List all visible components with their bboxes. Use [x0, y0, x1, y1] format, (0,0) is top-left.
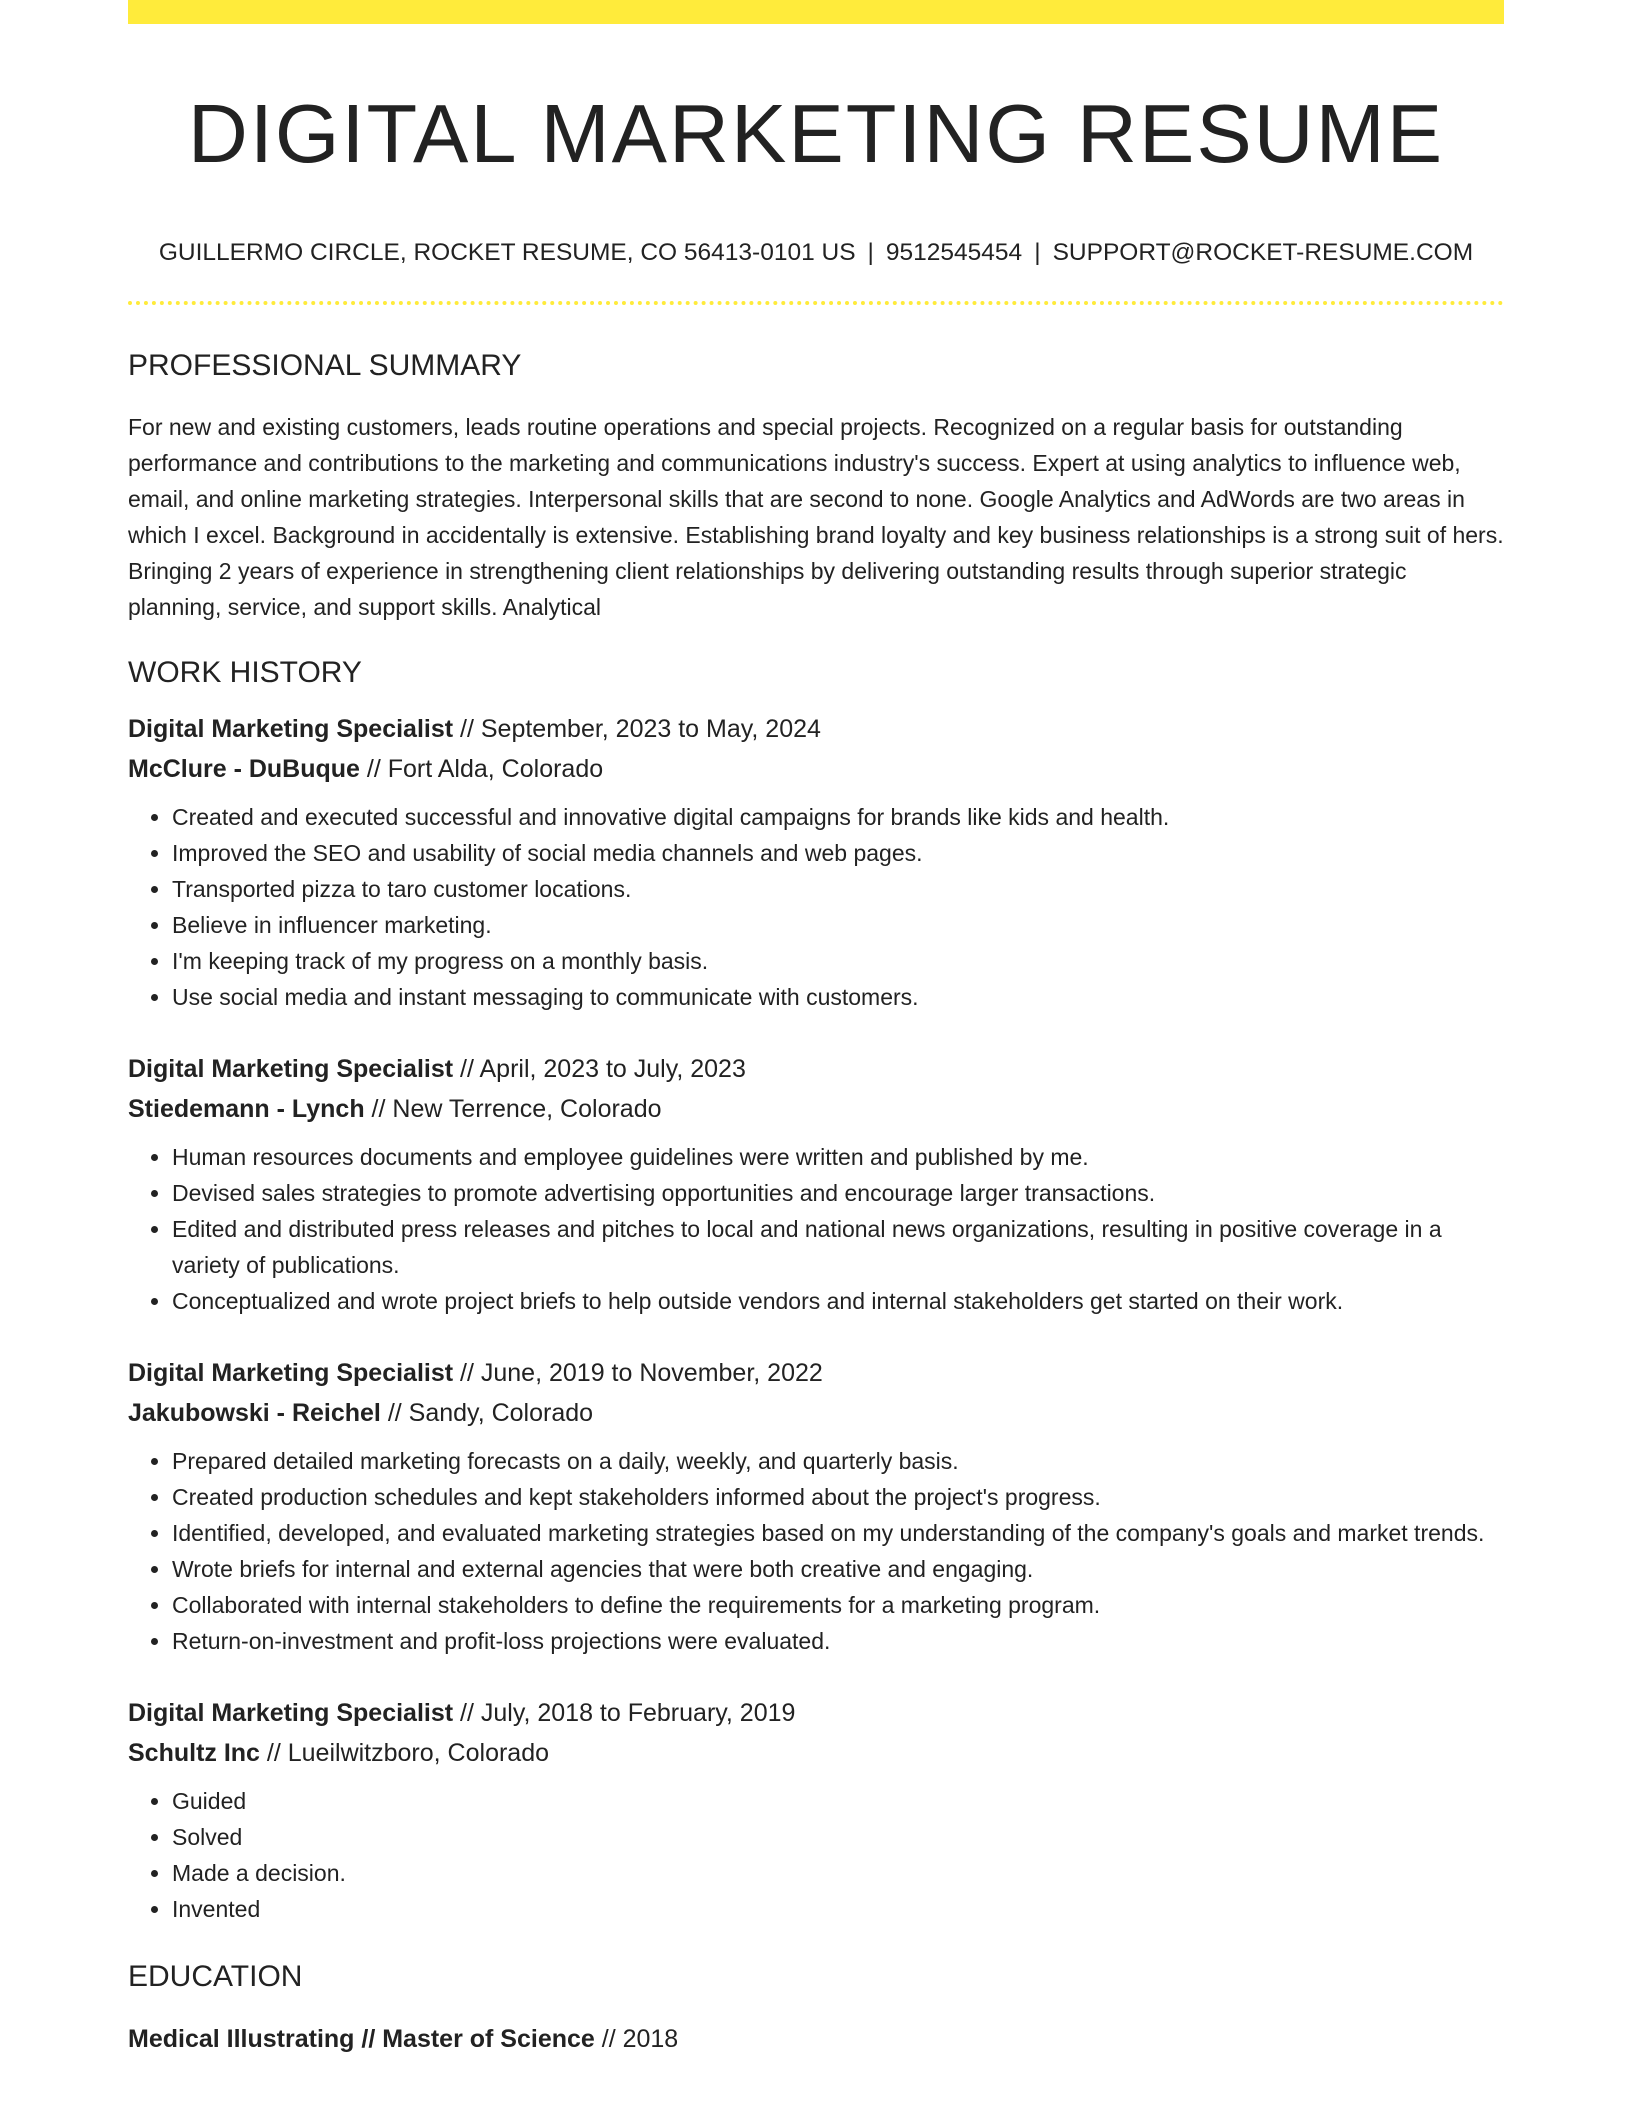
top-accent-bar — [128, 0, 1504, 24]
job-entry — [128, 1693, 1504, 1927]
job-bullet: • Transported pizza to taro customer locations. — [172, 871, 1504, 907]
job-entry — [128, 709, 1504, 1015]
job-dates: // June, 2019 to November, 2022 — [453, 1359, 823, 1387]
job-company: Jakubowski - Reichel — [128, 1399, 381, 1427]
job-dates: // April, 2023 to July, 2023 — [453, 1055, 746, 1083]
job-company-line — [128, 1733, 1504, 1773]
job-title: Digital Marketing Specialist — [128, 1055, 454, 1083]
job-company: Stiedemann - Lynch — [128, 1095, 365, 1123]
job-entry — [128, 1049, 1504, 1319]
resume-page — [128, 0, 1504, 2059]
contact-separator: | — [867, 239, 874, 266]
job-bullet: • Invented — [172, 1891, 1504, 1927]
job-dates: // September, 2023 to May, 2024 — [453, 715, 821, 743]
job-bullet: • Conceptualized and wrote project briefs to help outside vendors and internal stakeholders get started on their work. — [172, 1283, 1504, 1319]
job-location: // Lueilwitzboro, Colorado — [259, 1739, 550, 1767]
contact-email: SUPPORT@ROCKET-RESUME.COM — [1052, 239, 1474, 266]
job-bullet: • Prepared detailed marketing forecasts on a daily, weekly, and quarterly basis. — [172, 1443, 1504, 1479]
job-location: // Sandy, Colorado — [380, 1399, 594, 1427]
job-title-line — [128, 1049, 1504, 1089]
education-entry — [128, 2019, 1504, 2059]
header-divider — [128, 301, 1504, 305]
job-title: Digital Marketing Specialist — [128, 1359, 454, 1387]
contact-line — [128, 237, 1504, 269]
job-location: // Fort Alda, Colorado — [359, 755, 604, 783]
summary-heading: PROFESSIONAL SUMMARY — [128, 349, 522, 382]
contact-phone: 9512545454 — [885, 239, 1023, 266]
job-bullet: • Created and executed successful and innovative digital campaigns for brands like kids and health. — [172, 799, 1504, 835]
education-year: // 2018 — [594, 2025, 679, 2053]
job-bullet: • Created production schedules and kept stakeholders informed about the project's progress. — [172, 1479, 1504, 1515]
job-dates: // July, 2018 to February, 2019 — [453, 1699, 796, 1727]
education-list — [128, 2019, 1504, 2059]
job-bullet-list — [128, 799, 1504, 1015]
job-title: Digital Marketing Specialist — [128, 1699, 454, 1727]
job-bullet: • Devised sales strategies to promote advertising opportunities and encourage larger transactions. — [172, 1175, 1504, 1211]
job-company-line — [128, 749, 1504, 789]
contact-address: GUILLERMO CIRCLE, ROCKET RESUME, CO 56413-0101 US — [158, 239, 856, 266]
job-bullet: • Human resources documents and employee guidelines were written and published by me. — [172, 1139, 1504, 1175]
education-degree: Medical Illustrating // Master of Science — [128, 2025, 595, 2053]
job-company: McClure - DuBuque — [128, 755, 360, 783]
job-title-line — [128, 1353, 1504, 1393]
job-bullet-list — [128, 1783, 1504, 1927]
summary-text: For new and existing customers, leads routine operations and special projects. Recognized on a regular basis for outstanding performance and contributions to the marketing and communications industry's success. Expert at using analytics to influence web, email, and online marketing strategies. Interpersonal skills that are second to none. Google Analytics and AdWords are two areas in which I excel. Background in accidentally is extensive. Establishing brand loyalty and key business relationships is a strong suit of hers. Bringing 2 years of experience in strengthening client relationships by delivering outstanding results through superior strategic planning, service, and support skills. Analytical — [128, 414, 1504, 620]
job-title-line — [128, 1693, 1504, 1733]
job-bullet: • Wrote briefs for internal and external agencies that were both creative and engaging. — [172, 1551, 1504, 1587]
job-title-line — [128, 709, 1504, 749]
job-title: Digital Marketing Specialist — [128, 715, 454, 743]
job-bullet: • Identified, developed, and evaluated marketing strategies based on my understanding of the company's goals and market trends. — [172, 1515, 1504, 1551]
resume-title: DIGITAL MARKETING RESUME — [187, 87, 1445, 180]
job-company-line — [128, 1089, 1504, 1129]
job-bullet: • I'm keeping track of my progress on a monthly basis. — [172, 943, 1504, 979]
job-bullet: • Use social media and instant messaging to communicate with customers. — [172, 979, 1504, 1015]
job-bullet-list — [128, 1139, 1504, 1319]
work-history-heading: WORK HISTORY — [128, 656, 362, 689]
job-bullet: • Return-on-investment and profit-loss projections were evaluated. — [172, 1623, 1504, 1659]
job-company: Schultz Inc — [128, 1739, 260, 1767]
education-heading: EDUCATION — [128, 1960, 303, 1993]
job-bullet-list — [128, 1443, 1504, 1659]
job-company-line — [128, 1393, 1504, 1433]
job-bullet: • Guided — [172, 1783, 1504, 1819]
job-bullet: • Edited and distributed press releases and pitches to local and national news organizations, resulting in positive coverage in a variety of publications. — [172, 1211, 1504, 1283]
job-bullet: • Solved — [172, 1819, 1504, 1855]
job-bullet: • Made a decision. — [172, 1855, 1504, 1891]
job-bullet: • Believe in influencer marketing. — [172, 907, 1504, 943]
job-bullet: • Collaborated with internal stakeholders to define the requirements for a marketing program. — [172, 1587, 1504, 1623]
contact-separator: | — [1034, 239, 1041, 266]
job-entry — [128, 1353, 1504, 1659]
job-bullet: • Improved the SEO and usability of social media channels and web pages. — [172, 835, 1504, 871]
job-location: // New Terrence, Colorado — [364, 1095, 662, 1123]
work-history-list — [128, 709, 1504, 1927]
